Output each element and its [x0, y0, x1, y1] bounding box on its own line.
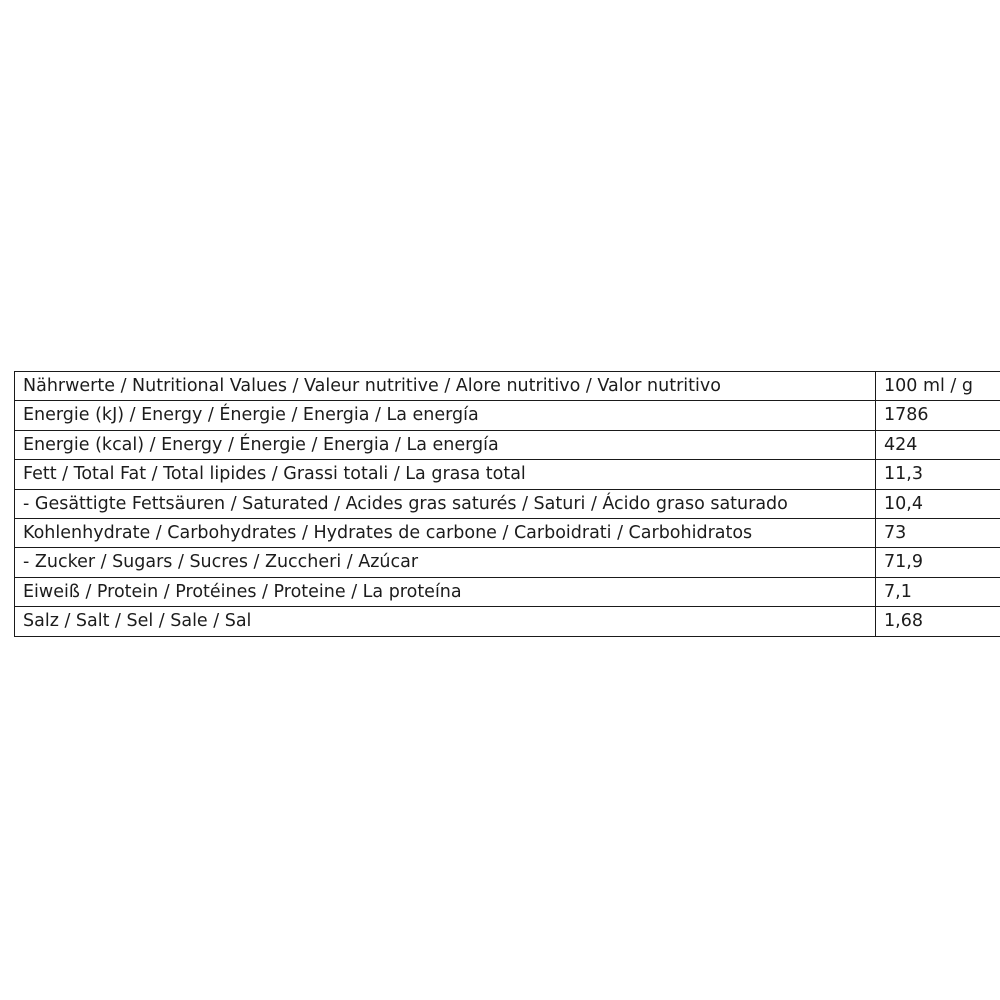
nutrient-value: 73: [876, 518, 1000, 547]
table-row: [15, 430, 1000, 459]
table-row: [15, 489, 1000, 518]
nutrient-value: 7,1: [876, 577, 1000, 606]
nutrition-facts-table: [14, 371, 1000, 637]
table-row: [15, 548, 1000, 577]
nutrient-label: Fett / Total Fat / Total lipides / Grassi totali / La grasa total: [15, 460, 876, 489]
table-row: [15, 607, 1000, 636]
table-row: [15, 460, 1000, 489]
nutrient-label: Eiweiß / Protein / Protéines / Proteine / La proteína: [15, 577, 876, 606]
nutrient-value: 71,9: [876, 548, 1000, 577]
table-row: [15, 577, 1000, 606]
nutrient-label: - Zucker / Sugars / Sucres / Zuccheri / Azúcar: [15, 548, 876, 577]
nutrient-label: Salz / Salt / Sel / Sale / Sal: [15, 607, 876, 636]
nutrient-label: Energie (kcal) / Energy / Énergie / Energia / La energía: [15, 430, 876, 459]
nutrient-value: 10,4: [876, 489, 1000, 518]
header-label-cell: Nährwerte / Nutritional Values / Valeur nutritive / Alore nutritivo / Valor nutritivo: [15, 372, 876, 401]
nutrient-value: 424: [876, 430, 1000, 459]
nutrient-label: - Gesättigte Fettsäuren / Saturated / Acides gras saturés / Saturi / Ácido graso saturado: [15, 489, 876, 518]
nutrition-table-container: [14, 371, 986, 637]
nutrient-label: Energie (kJ) / Energy / Énergie / Energia / La energía: [15, 401, 876, 430]
table-row: [15, 401, 1000, 430]
nutrient-value: 1,68: [876, 607, 1000, 636]
nutrient-value: 11,3: [876, 460, 1000, 489]
table-row: [15, 518, 1000, 547]
nutrient-value: 1786: [876, 401, 1000, 430]
nutrient-label: Kohlenhydrate / Carbohydrates / Hydrates de carbone / Carboidrati / Carbohidratos: [15, 518, 876, 547]
table-header-row: [15, 372, 1000, 401]
header-value-cell: 100 ml / g: [876, 372, 1000, 401]
